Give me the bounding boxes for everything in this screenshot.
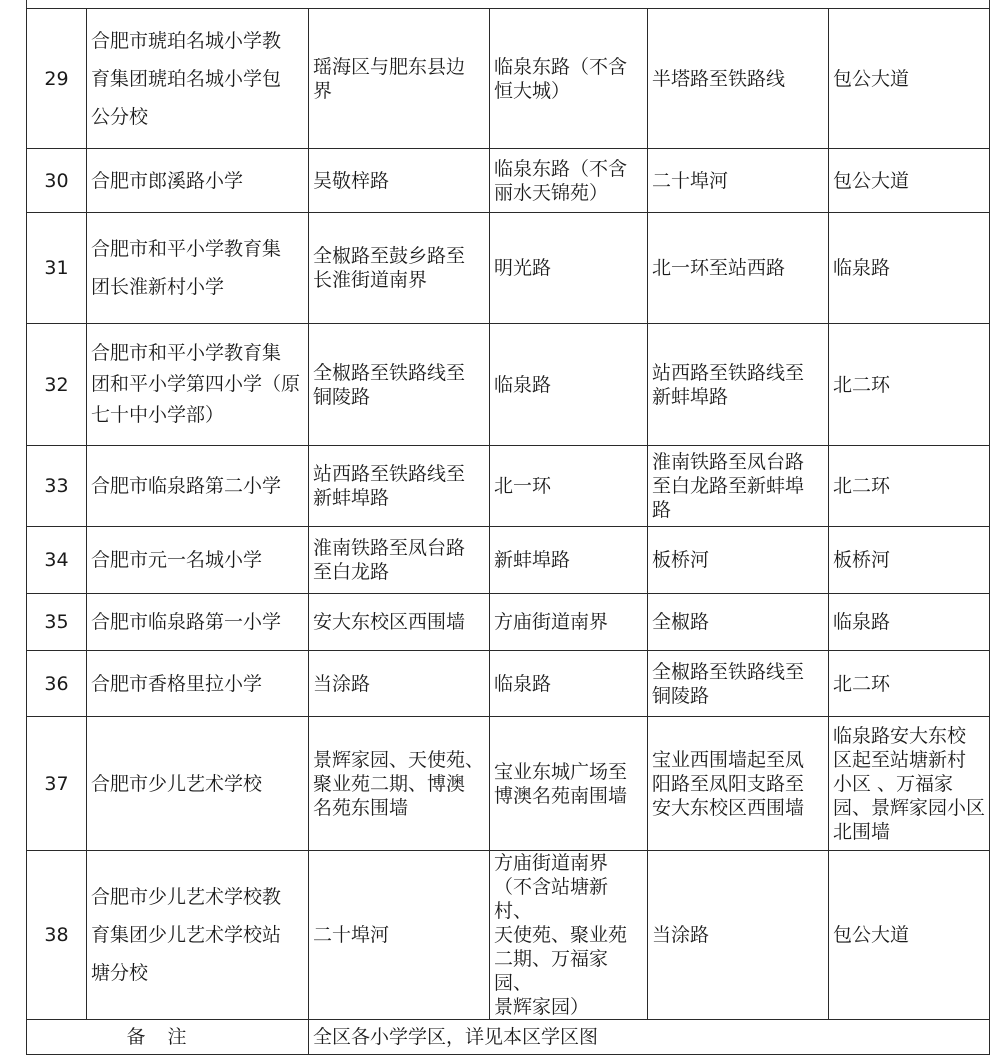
boundary-north: 临泉路安大东校 区起至站塘新村 小区 、万福家 园、景辉家园小区 北围墙 bbox=[829, 717, 990, 851]
school-name: 合肥市和平小学教育集 团长淮新村小学 bbox=[87, 213, 309, 324]
boundary-south: 新蚌埠路 bbox=[490, 527, 648, 594]
row-number: 32 bbox=[27, 324, 87, 446]
boundary-north: 临泉路 bbox=[829, 594, 990, 651]
boundary-north: 板桥河 bbox=[829, 527, 990, 594]
table-row bbox=[27, 527, 990, 594]
boundary-south: 方庙街道南界 （不含站塘新村、 天使苑、聚业苑 二期、万福家园、 景辉家园） bbox=[490, 851, 648, 1020]
page-top-edge bbox=[0, 0, 1000, 8]
school-name: 合肥市临泉路第一小学 bbox=[87, 594, 309, 651]
boundary-east: 二十埠河 bbox=[309, 851, 490, 1020]
boundary-north: 北二环 bbox=[829, 651, 990, 717]
school-name: 合肥市少儿艺术学校 bbox=[87, 717, 309, 851]
remarks-text: 全区各小学学区，详见本区学区图 bbox=[309, 1020, 990, 1055]
school-name: 合肥市元一名城小学 bbox=[87, 527, 309, 594]
boundary-south: 宝业东城广场至 博澳名苑南围墙 bbox=[490, 717, 648, 851]
boundary-west: 半塔路至铁路线 bbox=[648, 9, 829, 149]
boundary-north: 包公大道 bbox=[829, 149, 990, 213]
row-number: 31 bbox=[27, 213, 87, 324]
row-number: 29 bbox=[27, 9, 87, 149]
boundary-west: 全椒路至铁路线至 铜陵路 bbox=[648, 651, 829, 717]
boundary-south: 北一环 bbox=[490, 446, 648, 527]
boundary-west: 板桥河 bbox=[648, 527, 829, 594]
boundary-west: 当涂路 bbox=[648, 851, 829, 1020]
row-number: 38 bbox=[27, 851, 87, 1020]
boundary-west: 全椒路 bbox=[648, 594, 829, 651]
table-row bbox=[27, 446, 990, 527]
top-tick bbox=[26, 0, 27, 8]
boundary-east: 瑶海区与肥东县边 界 bbox=[309, 9, 490, 149]
boundary-west: 站西路至铁路线至 新蚌埠路 bbox=[648, 324, 829, 446]
boundary-south: 临泉路 bbox=[490, 651, 648, 717]
boundary-east: 站西路至铁路线至 新蚌埠路 bbox=[309, 446, 490, 527]
school-name: 合肥市少儿艺术学校教 育集团少儿艺术学校站 塘分校 bbox=[87, 851, 309, 1020]
boundary-west: 北一环至站西路 bbox=[648, 213, 829, 324]
table-row bbox=[27, 213, 990, 324]
boundary-north: 包公大道 bbox=[829, 9, 990, 149]
school-name: 合肥市琥珀名城小学教 育集团琥珀名城小学包 公分校 bbox=[87, 9, 309, 149]
row-number: 30 bbox=[27, 149, 87, 213]
boundary-south: 临泉东路（不含 丽水天锦苑） bbox=[490, 149, 648, 213]
boundary-east: 淮南铁路至凤台路 至白龙路 bbox=[309, 527, 490, 594]
table-row bbox=[27, 9, 990, 149]
top-tick bbox=[989, 0, 990, 8]
row-number: 34 bbox=[27, 527, 87, 594]
boundary-west: 淮南铁路至凤台路 至白龙路至新蚌埠 路 bbox=[648, 446, 829, 527]
school-name: 合肥市临泉路第二小学 bbox=[87, 446, 309, 527]
boundary-north: 包公大道 bbox=[829, 851, 990, 1020]
table-row bbox=[27, 594, 990, 651]
table-row bbox=[27, 651, 990, 717]
boundary-east: 当涂路 bbox=[309, 651, 490, 717]
boundary-west: 二十埠河 bbox=[648, 149, 829, 213]
boundary-south: 明光路 bbox=[490, 213, 648, 324]
boundary-east: 景辉家园、天使苑、 聚业苑二期、博澳 名苑东围墙 bbox=[309, 717, 490, 851]
boundary-east: 吴敬梓路 bbox=[309, 149, 490, 213]
row-number: 33 bbox=[27, 446, 87, 527]
table-row bbox=[27, 324, 990, 446]
remarks-label: 备注 bbox=[27, 1020, 309, 1055]
school-name: 合肥市和平小学教育集 团和平小学第四小学（原 七十中小学部） bbox=[87, 324, 309, 446]
table-row bbox=[27, 851, 990, 1020]
school-name: 合肥市郎溪路小学 bbox=[87, 149, 309, 213]
boundary-south: 方庙街道南界 bbox=[490, 594, 648, 651]
school-district-table bbox=[26, 8, 990, 1055]
remarks-row bbox=[27, 1020, 990, 1055]
boundary-north: 北二环 bbox=[829, 446, 990, 527]
boundary-north: 北二环 bbox=[829, 324, 990, 446]
boundary-south: 临泉路 bbox=[490, 324, 648, 446]
boundary-south: 临泉东路（不含 恒大城） bbox=[490, 9, 648, 149]
row-number: 35 bbox=[27, 594, 87, 651]
boundary-west: 宝业西围墙起至凤 阳路至凤阳支路至 安大东校区西围墙 bbox=[648, 717, 829, 851]
boundary-east: 安大东校区西围墙 bbox=[309, 594, 490, 651]
table-row bbox=[27, 149, 990, 213]
boundary-east: 全椒路至铁路线至 铜陵路 bbox=[309, 324, 490, 446]
boundary-east: 全椒路至鼓乡路至 长淮街道南界 bbox=[309, 213, 490, 324]
row-number: 36 bbox=[27, 651, 87, 717]
row-number: 37 bbox=[27, 717, 87, 851]
table-row bbox=[27, 717, 990, 851]
boundary-north: 临泉路 bbox=[829, 213, 990, 324]
school-name: 合肥市香格里拉小学 bbox=[87, 651, 309, 717]
